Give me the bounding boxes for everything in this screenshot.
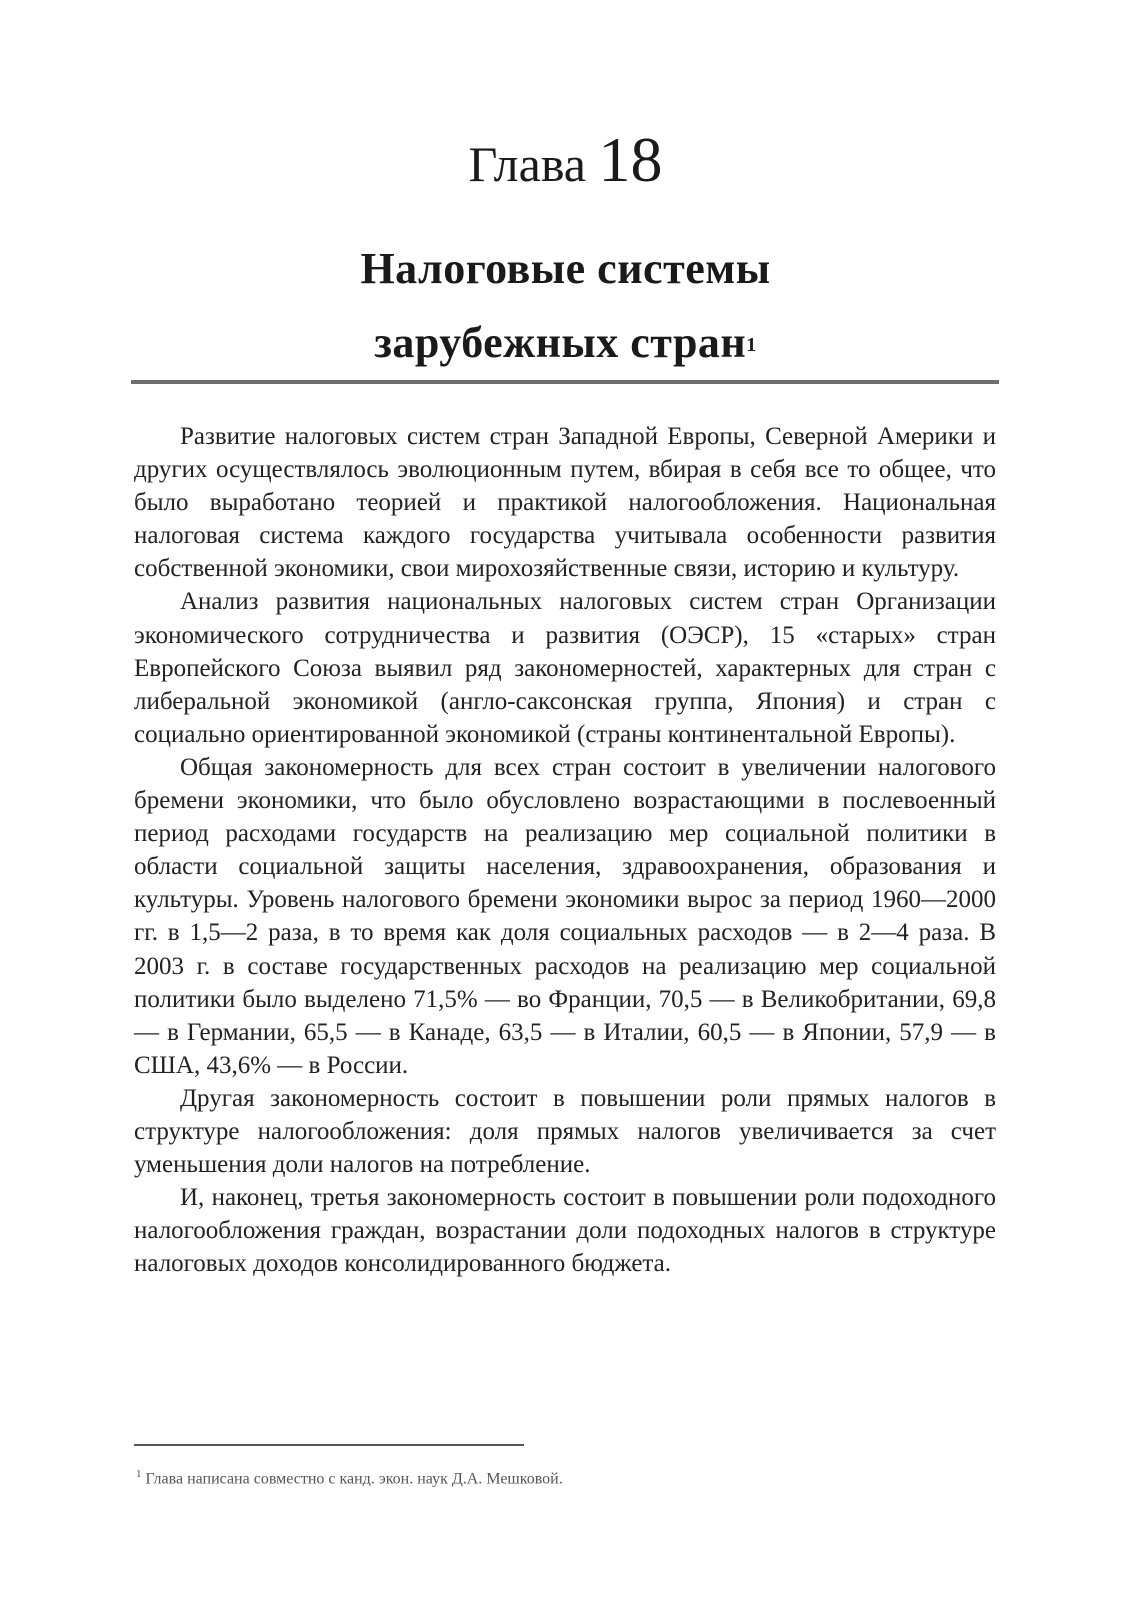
chapter-title-line-1: Налоговые системы: [360, 244, 771, 293]
footnote-text: Глава написана совместно с канд. экон. наук Д.А. Мешковой.: [145, 1470, 563, 1488]
chapter-title: [0, 232, 1131, 380]
footnote-mark: 1: [136, 1468, 142, 1480]
paragraph-5: И, наконец, третья закономерность состоит в повышении роли подоходного налогообложения граждан, возрастании доли подоходных налогов в структуре налоговых доходов консолидированного бюджета.: [134, 1184, 996, 1278]
title-divider: [131, 380, 999, 384]
chapter-number: 18: [598, 124, 663, 195]
chapter-title-line-2: [0, 306, 1131, 380]
paragraph-2: Анализ развития национальных налоговых систем стран Организации экономического сотрудничества и развития (ОЭСР), 15 «старых» стран Европейского Союза выявил ряд закономерностей, характерных для стран с либеральной экономикой (англо-саксонская группа, Япония) и стран с социально ориентированной экономикой (страны континентальной Европы).: [134, 588, 996, 748]
paragraph-3: Общая закономерность для всех стран состоит в увеличении налогового бремени экономики, что было обусловлено возрастающими в послевоенный период расходами государств на реализацию мер социальной политики в области социальной защиты населения, здравоохранения, образования и культуры. Уровень налогового бремени экономики вырос за период 1960—2000 гг. в 1,5—2 раза, в то время как доля социальных расходов — в 2—4 раза. В 2003 г. в составе государственных расходов на реализацию мер социальной политики было выделено 71,5% — во Франции, 70,5 — в Великобритании, 69,8 — в Германии, 65,5 — в Канаде, 63,5 — в Италии, 60,5 — в Японии, 57,9 — в США, 43,6% — в России.: [134, 753, 996, 1079]
title-footnote-mark: 1: [746, 334, 757, 356]
chapter-title-line-2-text: зарубежных стран: [374, 318, 747, 367]
paragraph-4: Другая закономерность состоит в повышении роли прямых налогов в структуре налогообложения: доля прямых налогов увеличивается за счет уменьшения доли налогов на потребление.: [134, 1084, 996, 1179]
body-text: [134, 420, 996, 1280]
chapter-heading: [0, 124, 1131, 195]
chapter-label: Глава: [468, 136, 586, 192]
footnote-divider: [134, 1444, 524, 1446]
footnote: [136, 1463, 996, 1490]
paragraph-1: Развитие налоговых систем стран Западной Европы, Северной Америки и других осуществлялось эволюционным путем, вбирая в себя все то общее, что было выработано теорией и практикой налогообложения. Национальная налоговая система каждого государства учитывала особенности развития собственной экономики, свои мирохозяйственные связи, историю и культуру.: [134, 423, 996, 583]
